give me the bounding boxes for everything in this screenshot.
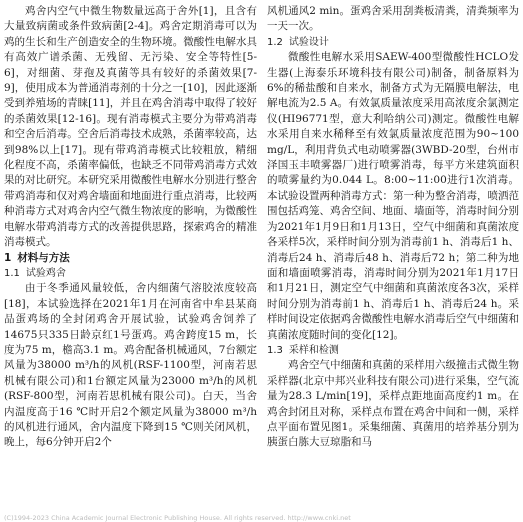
subsection-title: 试验设计 xyxy=(288,36,329,48)
continuation-paragraph: 风机通风2 min。蛋鸡舍采用刮粪板清粪，清粪频率为一天一次。 xyxy=(267,5,519,33)
subsection-heading-1-2 xyxy=(267,35,519,50)
subsection-heading-1-3 xyxy=(267,343,519,358)
paragraph-sampling: 鸡舍空气中细菌和真菌的采样用六级撞击式微生物采样器(北京中邦兴业科技有限公司)进行采集，空气流量为28.3 L/min[19]，采样点距地面高度约1 m。在鸡舍封闭且对称，采样点布置在鸡舍中间和一侧，采样点平面布置见图1。采集细菌、真菌用的培养基分别为胰蛋白胨大豆琼脂和马 xyxy=(267,359,519,449)
subsection-number: 1.3 xyxy=(267,344,283,356)
right-column xyxy=(267,4,519,451)
subsection-number: 1.2 xyxy=(267,36,283,48)
subsection-title: 采样和检测 xyxy=(288,344,339,356)
copyright-footer: (C)1994-2023 China Academic Journal Electronic Publishing House. All rights reserved. http://www.cnki.net xyxy=(4,514,351,522)
intro-paragraph: 鸡舍内空气中微生物数量远高于舍外[1]，且含有大量致病菌或条件致病菌[2-4]。鸡舍定期消毒可以为鸡的生长和生产创造安全的生物环境。微酸性电解水具有高效广谱杀菌、无残留、无污染、安全等特性[5-6]，对细菌、芽孢及真菌等具有较好的杀菌效果[7-9]，使用成本为普通消毒剂的十分之一[10]，因此逐渐受到养殖场的青睐[11]，并且在鸡舍消毒中取得了较好的杀菌效果[12-16]。现有消毒模式主要分为带鸡消毒和空舍后消毒。空舍后消毒技术成熟，杀菌率较高，达到98%以上[17]。现有带鸡消毒模式比较粗放，精细化程度不高，杀菌率偏低，也缺乏不同带鸡消毒方式效果的对比研究。本研究采用微酸性电解水分别进行整舍带鸡消毒和仅对鸡舍墙面和地面进行重点消毒，比较两种消毒方式对鸡舍内空气微生物浓度的影响，为微酸性电解水带鸡消毒方式的改善提供思路，探索鸡舍的精准消毒模式。 xyxy=(4,5,257,249)
subsection-title: 试验鸡舍 xyxy=(25,267,66,279)
paragraph-test-design: 微酸性电解水采用SAEW-400型微酸性HCLO发生器(上海泰乐环境科技有限公司)制备，制备原料为6%的稀盐酸和自来水，制备方式为无隔膜电解法，电解电流为2.5 A。有效氯质量浓度采用高浓度余氯测定仪(HI96771型，意大利哈纳公司)测定。微酸性电解水采用自来水稀释至有效氯质量浓度范围为90~100 mg/L，利用背负式电动喷雾器(3WBD-20型，台州市泽国玉丰喷雾器厂)进行喷雾消毒，每平方米建筑面积的喷雾量约为0.044 L。8:00~11:00进行1次消毒。本试验设置两种消毒方式：第一种为整舍消毒，喷洒范围包括鸡笼、鸡舍空间、地面、墙面等，消毒时间分别为2021年1月9日和1月13日，空气中细菌和真菌浓度各采样5次，采样时间分别为消毒前1 h、消毒后1 h、消毒后24 h、消毒后48 h、消毒后72 h；第二种为地面和墙面喷雾消毒，消毒时间分别为2021年1月17日和1月21日，测定空气中细菌和真菌浓度各3次，采样时间分别为消毒前1 h、消毒后1 h、消毒后24 h。采样时间设定依据鸡舍微酸性电解水消毒后空气中细菌和真菌浓度随时间的变化[12]。 xyxy=(267,51,519,341)
paragraph-test-house: 由于冬季通风量较低，舍内细菌气溶胶浓度较高[18]，本试验选择在2021年1月在河南省中牟县某商品蛋鸡场的全封闭鸡舍开展试验，试验鸡舍饲养了14675只335日龄京红1号蛋鸡。鸡舍跨度15 m，长度为75 m，檐高3.1 m。鸡舍配备机械通风，7台额定风量为38000 m³/h的风机(RSF-1100型，河南若思机械有限公司)和1台额定风量为23000 m³/h的风机(RSF-800型，河南若思机械有限公司)。白天，当舍内温度高于16 ℃时开启2个额定风量为38000 m³/h的风机进行通风，舍内温度下降到15 ℃则关闭风机，晚上，每6分钟开启2个 xyxy=(4,282,257,449)
subsection-number: 1.1 xyxy=(4,267,20,279)
section-title: 材料与方法 xyxy=(17,251,70,264)
section-heading-materials-methods xyxy=(4,251,257,266)
subsection-heading-1-1 xyxy=(4,266,257,281)
left-column xyxy=(4,4,257,451)
section-number: 1 xyxy=(4,251,12,264)
